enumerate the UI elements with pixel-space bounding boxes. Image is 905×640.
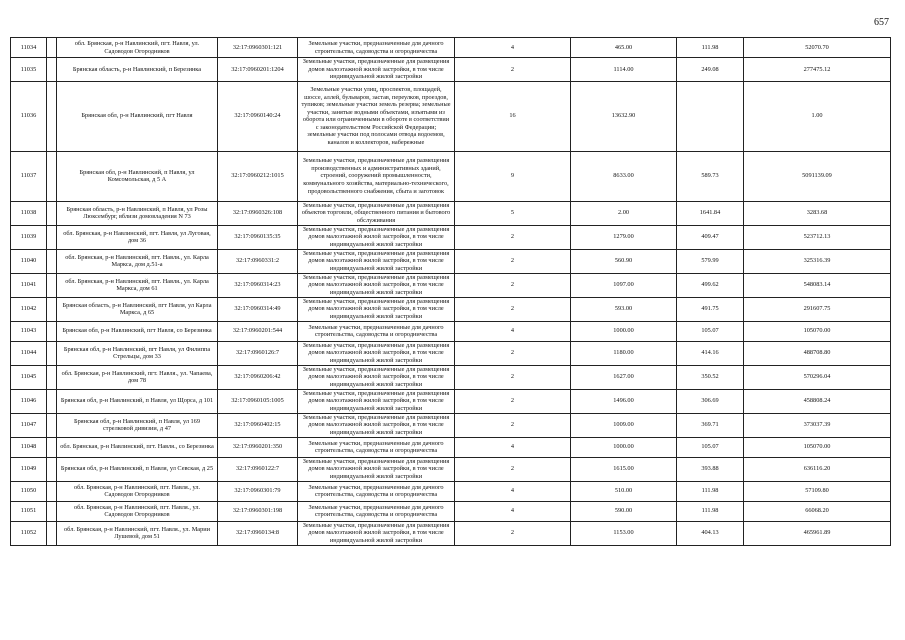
address-cell: обл. Брянская, р-н Навлинский, пгт. Навля., ул. Садоводов Огородников — [57, 481, 218, 501]
page-number: 657 — [874, 17, 889, 28]
row-number-cell: 11047 — [11, 413, 47, 437]
group-number-cell: 2 — [455, 273, 571, 297]
group-number-cell: 2 — [455, 413, 571, 437]
table-row — [11, 297, 891, 321]
specific-value-cell: 1641.84 — [677, 201, 744, 225]
cadastral-number-cell: 32:17:0960201:1204 — [218, 58, 298, 82]
land-use-purpose-cell: Земельные участки, предназначенные для дачного строительства, садоводства и огородничества — [298, 321, 455, 341]
cadastral-cost-cell: 291607.75 — [744, 297, 891, 321]
address-cell: Брянская область, р-н Навлинский, пгт Навля, ул Карла Маркса, д 65 — [57, 297, 218, 321]
address-cell: Брянская обл, р-н Навлинский, п Навля, ул Комсомольская, д 5 А — [57, 151, 218, 201]
cadastral-cost-cell: 1.00 — [744, 81, 891, 151]
group-number-cell: 4 — [455, 501, 571, 521]
land-use-purpose-cell: Земельные участки, предназначенные для размещения домов малоэтажной жилой застройки, в том числе индивидуальной жилой застройки — [298, 413, 455, 437]
area-cell: 1279.00 — [571, 225, 677, 249]
table-row — [11, 365, 891, 389]
cadastral-number-cell: 32:17:0960122:7 — [218, 457, 298, 481]
row-number-cell: 11042 — [11, 297, 47, 321]
cadastral-cost-cell: 465961.89 — [744, 521, 891, 545]
row-number-cell: 11037 — [11, 151, 47, 201]
address-cell: обл. Брянская, р-н Навлинский, пгт. Навля, ул Луговая, дом 36 — [57, 225, 218, 249]
row-number-cell: 11048 — [11, 437, 47, 457]
land-use-purpose-cell: Земельные участки, предназначенные для размещения домов малоэтажной жилой застройки, в том числе индивидуальной жилой застройки — [298, 389, 455, 413]
area-cell: 1153.00 — [571, 521, 677, 545]
spacer-cell — [47, 249, 57, 273]
area-cell: 593.00 — [571, 297, 677, 321]
area-cell: 1496.00 — [571, 389, 677, 413]
cadastral-cost-cell: 52070.70 — [744, 38, 891, 58]
area-cell: 510.00 — [571, 481, 677, 501]
area-cell: 1615.00 — [571, 457, 677, 481]
spacer-cell — [47, 273, 57, 297]
row-number-cell: 11034 — [11, 38, 47, 58]
cadastral-number-cell: 32:17:0960206:42 — [218, 365, 298, 389]
address-cell: Брянская обл, р-н Навлинский, пгт Навля, ул Филиппа Стрельцы, дом 33 — [57, 341, 218, 365]
cadastral-value-table — [10, 37, 891, 546]
cadastral-cost-cell: 548083.14 — [744, 273, 891, 297]
spacer-cell — [47, 521, 57, 545]
spacer-cell — [47, 365, 57, 389]
address-cell: Брянская обл, р-н Навлинский, пгт Навля — [57, 81, 218, 151]
area-cell: 13632.90 — [571, 81, 677, 151]
table-row — [11, 201, 891, 225]
land-use-purpose-cell: Земельные участки, предназначенные для размещения домов малоэтажной жилой застройки, в том числе индивидуальной жилой застройки — [298, 273, 455, 297]
group-number-cell: 4 — [455, 321, 571, 341]
spacer-cell — [47, 389, 57, 413]
group-number-cell: 16 — [455, 81, 571, 151]
area-cell: 1000.00 — [571, 437, 677, 457]
cadastral-number-cell: 32:17:0960402:15 — [218, 413, 298, 437]
cadastral-cost-cell: 458808.24 — [744, 389, 891, 413]
address-cell: Брянская обл, р-н Навлинский, п Навля, ул Севская, д 25 — [57, 457, 218, 481]
cadastral-cost-cell: 66068.20 — [744, 501, 891, 521]
land-use-purpose-cell: Земельные участки, предназначенные для размещения домов малоэтажной жилой застройки, в том числе индивидуальной жилой застройки — [298, 297, 455, 321]
specific-value-cell: 499.62 — [677, 273, 744, 297]
row-number-cell: 11049 — [11, 457, 47, 481]
cadastral-number-cell: 32:17:0960135:35 — [218, 225, 298, 249]
row-number-cell: 11036 — [11, 81, 47, 151]
cadastral-number-cell: 32:17:0960140:24 — [218, 81, 298, 151]
cadastral-number-cell: 32:17:0960212:1015 — [218, 151, 298, 201]
specific-value-cell: 105.07 — [677, 437, 744, 457]
row-number-cell: 11043 — [11, 321, 47, 341]
specific-value-cell: 491.75 — [677, 297, 744, 321]
specific-value-cell: 414.16 — [677, 341, 744, 365]
cadastral-number-cell: 32:17:0960126:7 — [218, 341, 298, 365]
address-cell: обл. Брянская, р-н Навлинский, пгт. Навля., со Березинка — [57, 437, 218, 457]
group-number-cell: 2 — [455, 389, 571, 413]
spacer-cell — [47, 321, 57, 341]
table-row — [11, 481, 891, 501]
cadastral-number-cell: 32:17:0960201:544 — [218, 321, 298, 341]
group-number-cell: 2 — [455, 297, 571, 321]
address-cell: Брянская обл, р-н Навлинский, п Навля, ул Щорса, д 101 — [57, 389, 218, 413]
row-number-cell: 11052 — [11, 521, 47, 545]
table-row — [11, 38, 891, 58]
cadastral-number-cell: 32:17:0960326:108 — [218, 201, 298, 225]
cadastral-number-cell: 32:17:0960301:121 — [218, 38, 298, 58]
row-number-cell: 11038 — [11, 201, 47, 225]
cadastral-cost-cell: 3283.68 — [744, 201, 891, 225]
cadastral-cost-cell: 523712.13 — [744, 225, 891, 249]
row-number-cell: 11039 — [11, 225, 47, 249]
group-number-cell: 2 — [455, 457, 571, 481]
land-use-purpose-cell: Земельные участки, предназначенные для размещения производственных и административных зданий, строений, сооружений промышленности, коммунального хозяйства, материально-технического, продовольственного снабжения, сбыта и заготовок — [298, 151, 455, 201]
table-row — [11, 501, 891, 521]
group-number-cell: 4 — [455, 481, 571, 501]
land-use-purpose-cell: Земельные участки улиц, проспектов, площадей, шоссе, аллей, бульваров, застав, переулков, проездов, тупиков; земельные участки земель резерва; земельные участки, занятые водными объектами, изъятыми из оборота или ограниченными в обороте в соответствии с законодательством Российской Федерации; земельные участки под полосами отвода водоемов, каналов и коллекторов, набережные — [298, 81, 455, 151]
spacer-cell — [47, 297, 57, 321]
table-row — [11, 437, 891, 457]
specific-value-cell: 393.88 — [677, 457, 744, 481]
table-row — [11, 58, 891, 82]
table-row — [11, 151, 891, 201]
table-row — [11, 81, 891, 151]
table-row — [11, 389, 891, 413]
cadastral-number-cell: 32:17:0960105:1005 — [218, 389, 298, 413]
land-use-purpose-cell: Земельные участки, предназначенные для дачного строительства, садоводства и огородничества — [298, 437, 455, 457]
cadastral-number-cell: 32:17:0960314:49 — [218, 297, 298, 321]
cadastral-cost-cell: 325316.39 — [744, 249, 891, 273]
spacer-cell — [47, 38, 57, 58]
group-number-cell: 5 — [455, 201, 571, 225]
spacer-cell — [47, 413, 57, 437]
land-use-purpose-cell: Земельные участки, предназначенные для дачного строительства, садоводства и огородничества — [298, 501, 455, 521]
spacer-cell — [47, 201, 57, 225]
spacer-cell — [47, 481, 57, 501]
group-number-cell: 4 — [455, 437, 571, 457]
land-use-purpose-cell: Земельные участки, предназначенные для размещения домов малоэтажной жилой застройки, в том числе индивидуальной жилой застройки — [298, 457, 455, 481]
cadastral-cost-cell: 105070.00 — [744, 321, 891, 341]
specific-value-cell: 249.08 — [677, 58, 744, 82]
spacer-cell — [47, 501, 57, 521]
specific-value-cell: 369.71 — [677, 413, 744, 437]
spacer-cell — [47, 225, 57, 249]
group-number-cell: 2 — [455, 249, 571, 273]
row-number-cell: 11051 — [11, 501, 47, 521]
specific-value-cell: 409.47 — [677, 225, 744, 249]
spacer-cell — [47, 457, 57, 481]
row-number-cell: 11044 — [11, 341, 47, 365]
cadastral-cost-cell: 488708.80 — [744, 341, 891, 365]
cadastral-cost-cell: 277475.12 — [744, 58, 891, 82]
row-number-cell: 11050 — [11, 481, 47, 501]
row-number-cell: 11035 — [11, 58, 47, 82]
table-row — [11, 413, 891, 437]
address-cell: Брянская область, р-н Навлинский, п Навля, ул Розы Люксембург, вблизи домовладения N 73 — [57, 201, 218, 225]
land-use-purpose-cell: Земельные участки, предназначенные для размещения объектов торговли, общественного питания и бытового обслуживания — [298, 201, 455, 225]
land-use-purpose-cell: Земельные участки, предназначенные для размещения домов малоэтажной жилой застройки, в том числе индивидуальной жилой застройки — [298, 341, 455, 365]
group-number-cell: 2 — [455, 58, 571, 82]
address-cell: обл. Брянская, р-н Навлинский, пгт. Навля., ул. Садоводов Огородников — [57, 501, 218, 521]
cadastral-number-cell: 32:17:0960331:2 — [218, 249, 298, 273]
area-cell: 465.00 — [571, 38, 677, 58]
land-use-purpose-cell: Земельные участки, предназначенные для дачного строительства, садоводства и огородничества — [298, 38, 455, 58]
specific-value-cell: 306.69 — [677, 389, 744, 413]
address-cell: Брянская обл, р-н Навлинский, пгт Навля, со Березинка — [57, 321, 218, 341]
area-cell: 8633.00 — [571, 151, 677, 201]
cadastral-cost-cell: 57109.80 — [744, 481, 891, 501]
spacer-cell — [47, 437, 57, 457]
cadastral-cost-cell: 5091139.09 — [744, 151, 891, 201]
cadastral-cost-cell: 373037.39 — [744, 413, 891, 437]
area-cell: 1000.00 — [571, 321, 677, 341]
row-number-cell: 11046 — [11, 389, 47, 413]
row-number-cell: 11040 — [11, 249, 47, 273]
cadastral-number-cell: 32:17:0960301:79 — [218, 481, 298, 501]
address-cell: обл. Брянская, р-н Навлинский, пгт. Навля., ул. Карла Маркса, дом 61 — [57, 273, 218, 297]
address-cell: Брянская область, р-н Навлинский, п Березинка — [57, 58, 218, 82]
cadastral-cost-cell: 570296.04 — [744, 365, 891, 389]
land-use-purpose-cell: Земельные участки, предназначенные для размещения домов малоэтажной жилой застройки, в том числе индивидуальной жилой застройки — [298, 249, 455, 273]
table-row — [11, 273, 891, 297]
group-number-cell: 2 — [455, 341, 571, 365]
cadastral-number-cell: 32:17:0960301:198 — [218, 501, 298, 521]
specific-value-cell: 589.73 — [677, 151, 744, 201]
table-row — [11, 225, 891, 249]
table-row — [11, 249, 891, 273]
land-use-purpose-cell: Земельные участки, предназначенные для дачного строительства, садоводства и огородничества — [298, 481, 455, 501]
area-cell: 1180.00 — [571, 341, 677, 365]
specific-value-cell — [677, 81, 744, 151]
group-number-cell: 9 — [455, 151, 571, 201]
spacer-cell — [47, 58, 57, 82]
specific-value-cell: 105.07 — [677, 321, 744, 341]
spacer-cell — [47, 151, 57, 201]
cadastral-cost-cell: 105070.00 — [744, 437, 891, 457]
cadastral-number-cell: 32:17:0960314:23 — [218, 273, 298, 297]
table-row — [11, 457, 891, 481]
specific-value-cell: 579.99 — [677, 249, 744, 273]
area-cell: 1627.00 — [571, 365, 677, 389]
area-cell: 1114.00 — [571, 58, 677, 82]
cadastral-number-cell: 32:17:0960134:8 — [218, 521, 298, 545]
row-number-cell: 11041 — [11, 273, 47, 297]
specific-value-cell: 404.13 — [677, 521, 744, 545]
address-cell: обл. Брянская, р-н Навлинский, пгт. Навля, ул. Садоводов Огородников — [57, 38, 218, 58]
cadastral-cost-cell: 636116.20 — [744, 457, 891, 481]
area-cell: 1097.00 — [571, 273, 677, 297]
land-use-purpose-cell: Земельные участки, предназначенные для размещения домов малоэтажной жилой застройки, в том числе индивидуальной жилой застройки — [298, 58, 455, 82]
specific-value-cell: 111.98 — [677, 38, 744, 58]
area-cell: 2.00 — [571, 201, 677, 225]
specific-value-cell: 111.98 — [677, 481, 744, 501]
area-cell: 590.00 — [571, 501, 677, 521]
table-row — [11, 521, 891, 545]
specific-value-cell: 111.98 — [677, 501, 744, 521]
table-row — [11, 321, 891, 341]
row-number-cell: 11045 — [11, 365, 47, 389]
specific-value-cell: 350.52 — [677, 365, 744, 389]
address-cell: обл. Брянская, р-н Навлинский, пгт. Навля., ул. Карла Маркса, дом д.51-а — [57, 249, 218, 273]
table-row — [11, 341, 891, 365]
spacer-cell — [47, 341, 57, 365]
address-cell: Брянская обл, р-н Навлинский, п Навля, ул 169 стрелковой дивизии, д 47 — [57, 413, 218, 437]
land-use-purpose-cell: Земельные участки, предназначенные для размещения домов малоэтажной жилой застройки, в том числе индивидуальной жилой застройки — [298, 225, 455, 249]
group-number-cell: 2 — [455, 365, 571, 389]
area-cell: 560.90 — [571, 249, 677, 273]
land-use-purpose-cell: Земельные участки, предназначенные для размещения домов малоэтажной жилой застройки, в том числе индивидуальной жилой застройки — [298, 521, 455, 545]
address-cell: обл. Брянская, р-н Навлинский, пгт. Навля., ул. Чапаева, дом 78 — [57, 365, 218, 389]
spacer-cell — [47, 81, 57, 151]
group-number-cell: 2 — [455, 521, 571, 545]
address-cell: обл. Брянская, р-н Навлинский, пгт. Навля., ул. Марии Лушевой, дом 51 — [57, 521, 218, 545]
area-cell: 1009.00 — [571, 413, 677, 437]
group-number-cell: 2 — [455, 225, 571, 249]
cadastral-number-cell: 32:17:0960201:350 — [218, 437, 298, 457]
group-number-cell: 4 — [455, 38, 571, 58]
land-use-purpose-cell: Земельные участки, предназначенные для размещения домов малоэтажной жилой застройки, в том числе индивидуальной жилой застройки — [298, 365, 455, 389]
